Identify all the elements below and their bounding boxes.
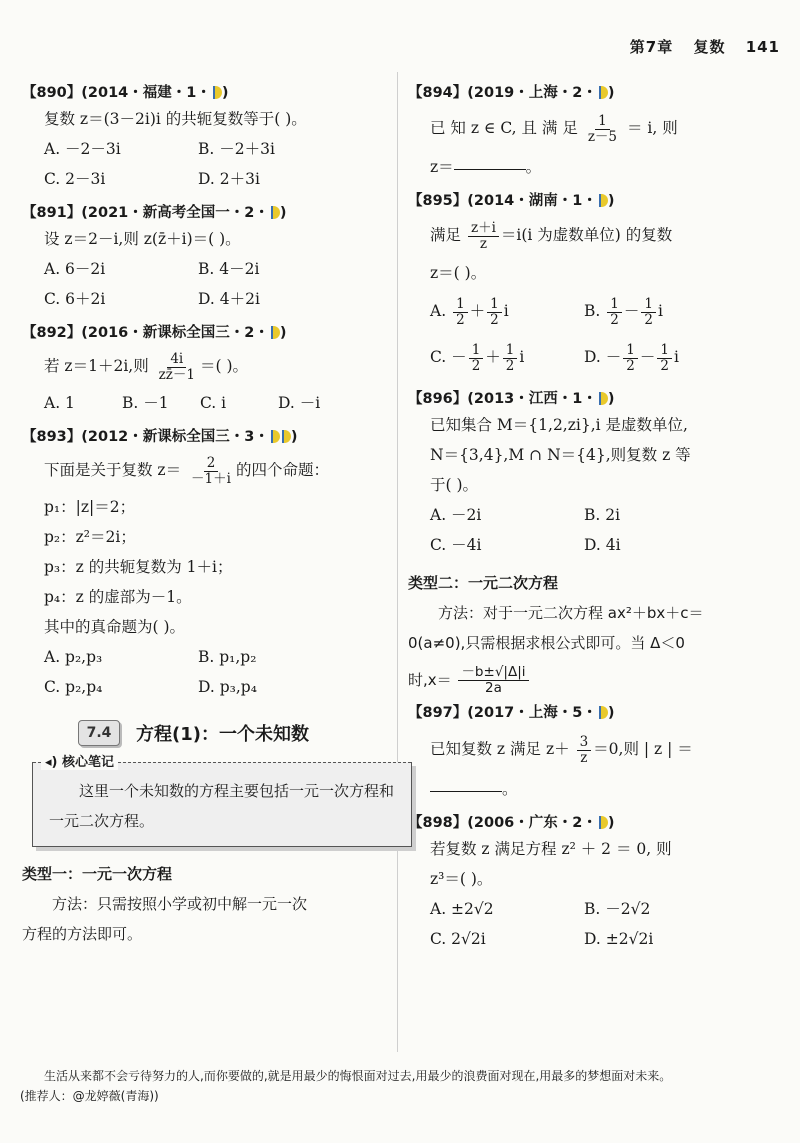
problem-head: 【893】(2012・新课标全国三・3・ [22,429,269,445]
choices [22,254,392,314]
fraction: $\frac{1}{2}$ [469,343,484,374]
problem-text: 若 z＝1＋2i,则 $\frac{4i}{zz̄-1}$ ＝( )。 [44,350,248,383]
choice: A. ±2√2 [430,900,494,918]
problem-894: 【894】(2019・上海・2・ ) 已 知 z ∈ C, 且 满 足 $\frac{1}{z-5}$ ＝ i, 则 z＝ 。 [408,82,778,182]
fraction: $\frac{4i}{zz̄-1}$ [158,350,195,383]
fraction: $\frac{1}{2}$ [503,343,518,374]
choice: A. p₂,p₃ [44,648,103,666]
choices [22,134,392,194]
method-text: 时,x＝ $\frac{-b\pm√|\Delta|i}{2a}$ [408,658,778,702]
choice: B. －2＋3i [198,140,275,158]
choice: D. 4＋2i [198,290,260,308]
core-note-box [32,755,412,847]
problem-head: 【892】(2016・新课标全国三・2・ [22,325,269,341]
problem-891: 【891】(2021・新高考全国一・2・ ) 设 z＝2－i,则 z(z̄＋i)＝( )。 A. 6－2i B. 4－2i C. 6＋2i D. 4＋2i [22,202,392,314]
choice: B. $\frac{1}{2}$ － $\frac{1}{2}$ i [584,295,663,328]
section-badge: 7.4 [78,720,120,746]
fraction: $\frac{1}{2}$ [623,343,638,374]
difficulty-moon-icon [599,392,608,405]
choice: C. 2√2i [430,930,486,948]
type-heading: 类型二：一元二次方程 [408,574,559,592]
problem-head: 【895】(2014・湖南・1・ [408,193,597,209]
choice: D. ±2√2i [584,930,654,948]
choice: B. p₁,p₂ [198,648,257,666]
problem-text: 已知集合 M＝{1,2,zi},i 是虚数单位, [430,416,688,434]
choice: D. －i [278,394,321,412]
problem-text: 若复数 z 满足方程 z² ＋ 2 ＝ 0, 则 [430,840,672,858]
problem-text: 已知复数 z 满足 z＋ $\frac{3}{z}$ ＝0,则 | z | ＝ [430,733,693,766]
difficulty-moon-icon [271,326,280,339]
chapter-title: 复数 [693,38,726,56]
note-text: 这里一个未知数的方程主要包括一元一次方程和一元二次方程。 [49,782,395,830]
problem-text: N＝{3,4},M ∩ N＝{4},则复数 z 等 [430,446,691,464]
choices [408,288,778,380]
choice: B. －2√2 [584,900,651,918]
fraction: $\frac{-b\pm√|\Delta|i}{2a}$ [458,665,528,696]
footer-quote [20,1066,790,1106]
section-heading [78,720,392,746]
difficulty-moon-icon [599,816,608,829]
column-divider [397,72,398,1052]
fraction: $\frac{1}{2}$ [657,343,672,374]
page-number: 141 [745,38,780,56]
answer-blank [430,790,502,792]
type-heading: 类型一：一元一次方程 [22,865,173,883]
speaker-icon: ◂) [45,755,58,770]
chapter-label: 第7章 [629,38,674,56]
method-text: 方法：只需按照小学或初中解一元一次 [52,895,308,913]
proposition: p₂：z²＝2i； [44,528,136,546]
problem-text: 满足 $\frac{z+i}{z}$ ＝i(i 为虚数单位) 的复数 [430,219,673,252]
problem-head: 【894】(2019・上海・2・ [408,85,597,101]
fraction: $\frac{3}{z}$ [577,735,592,766]
problem-890: 【890】(2014・福建・1・ ) 复数 z＝(3－2i)i 的共轭复数等于( )。 A. －2－3i B. －2＋3i C. 2－3i D. 2＋3i [22,82,392,194]
section-title: 方程(1)：一个未知数 [136,724,309,745]
choice: B. 2i [584,506,621,524]
difficulty-moon-icon [271,206,280,219]
choice: D. p₃,p₄ [198,678,257,696]
problem-text: 复数 z＝(3－2i)i 的共轭复数等于( )。 [44,110,307,128]
difficulty-moon-icon [599,706,608,719]
page-header [616,36,780,57]
fraction: $\frac{1}{2}$ [487,297,502,328]
choices [408,500,778,560]
footer-recommender: (推荐人：@龙婷薇(青海)) [20,1089,159,1103]
fraction: $\frac{2}{-1+i}$ [191,454,231,487]
footer-line: 生活从来都不会亏待努力的人,而你要做的,就是用最少的悔恨面对过去,用最少的浪费面对现在,用最多的梦想面对未来。 [44,1069,672,1083]
method-text: 方法：对于一元二次方程 ax²＋bx＋c＝ [438,604,704,622]
choice: C. i [200,394,227,412]
difficulty-moon-icon [282,430,291,443]
choice: A. －2－3i [44,140,121,158]
choice: C. 6＋2i [44,290,106,308]
problem-897: 【897】(2017・上海・5・ ) 已知复数 z 满足 z＋ $\frac{3}{z}$ ＝0,则 | z | ＝ 。 [408,702,778,804]
choice: D. － $\frac{1}{2}$ － $\frac{1}{2}$ i [584,341,679,374]
method-text: 0(a≠0),只需根据求根公式即可。当 Δ＜0 [408,634,685,652]
choice: C. － $\frac{1}{2}$ ＋ $\frac{1}{2}$ i [430,341,525,374]
choice: D. 4i [584,536,621,554]
proposition: p₃：z 的共轭复数为 1＋i； [44,558,233,576]
method-text: 方程的方法即可。 [22,925,143,943]
answer-blank [454,168,526,170]
problem-895: 【895】(2014・湖南・1・ ) 满足 $\frac{z+i}{z}$ ＝i(i 为虚数单位) 的复数 z＝( )。 A. $\frac{1}{2}$ ＋ $\frac{1}{2}$ i B. $\frac{1}{2}$ － $\frac{1}{2}$ i C. － $\frac{1}{2}$ ＋ $\frac{1}{2}$ i D. － $\frac{1}{2}$ － $\frac{1}{2}$ i [408,190,778,380]
problem-head: 【890】(2014・福建・1・ [22,85,211,101]
left-column [22,82,395,949]
choice: D. 2＋3i [198,170,260,188]
difficulty-moon-icon [271,430,280,443]
choices [22,642,392,702]
problem-head: 【891】(2021・新高考全国一・2・ [22,205,269,221]
difficulty-moon-icon [213,86,222,99]
choices [22,388,392,418]
right-column [408,82,778,962]
problem-question: 其中的真命题为( )。 [44,618,186,636]
problem-head: 【897】(2017・上海・5・ [408,705,597,721]
choice: A. －2i [430,506,482,524]
difficulty-moon-icon [599,86,608,99]
problem-text: 于( )。 [430,476,479,494]
choice: A. $\frac{1}{2}$ ＋ $\frac{1}{2}$ i [430,295,509,328]
fraction: $\frac{1}{z-5}$ [587,112,618,145]
problem-text: 下面是关于复数 z＝ $\frac{2}{-1+i}$ 的四个命题： [44,454,329,487]
problem-text: z³＝( )。 [430,870,493,888]
note-title: 核心笔记 [62,755,115,770]
problem-892: 【892】(2016・新课标全国三・2・ ) 若 z＝1＋2i,则 $\frac{4i}{zz̄-1}$ ＝( )。 A. 1 B. －1 C. i D. －i [22,322,392,418]
fraction: $\frac{1}{2}$ [641,297,656,328]
problem-head: 【898】(2006・广东・2・ [408,815,597,831]
choice: C. p₂,p₄ [44,678,103,696]
problem-head: 【896】(2013・江西・1・ [408,391,597,407]
choice: B. －1 [122,394,169,412]
problem-893: 【893】(2012・新课标全国三・3・ ) 下面是关于复数 z＝ $\frac{2}{-1+i}$ 的四个命题： p₁：|z|＝2； p₂：z²＝2i； p₃：z 的共轭复数为 1＋i； p₄：z 的虚部为－1。 其中的真命题为( )。 A. p₂,p₃ B. p₁,p₂ C. p₂,p₄ D. p₃,p₄ [22,426,392,702]
problem-text: 设 z＝2－i,则 z(z̄＋i)＝( )。 [44,230,241,248]
proposition: p₄：z 的虚部为－1。 [44,588,192,606]
problem-896: 【896】(2013・江西・1・ ) 已知集合 M＝{1,2,zi},i 是虚数单位, N＝{3,4},M ∩ N＝{4},则复数 z 等 于( )。 A. －2i B. 2i C. －4i D. 4i [408,388,778,560]
choice: B. 4－2i [198,260,260,278]
difficulty-moon-icon [599,194,608,207]
problem-898: 【898】(2006・广东・2・ ) 若复数 z 满足方程 z² ＋ 2 ＝ 0, 则 z³＝( )。 A. ±2√2 B. －2√2 C. 2√2i D. ±2√2i [408,812,778,954]
fraction: $\frac{1}{2}$ [607,297,622,328]
proposition: p₁：|z|＝2； [44,498,136,516]
choice: C. 2－3i [44,170,106,188]
problem-text: 已 知 z ∈ C, 且 满 足 $\frac{1}{z-5}$ ＝ i, 则 [430,112,678,145]
choices [408,894,778,954]
choice: A. 6－2i [44,260,106,278]
choice: A. 1 [44,394,75,412]
fraction: $\frac{1}{2}$ [453,297,468,328]
choice: C. －4i [430,536,482,554]
fraction: $\frac{z+i}{z}$ [468,221,499,252]
